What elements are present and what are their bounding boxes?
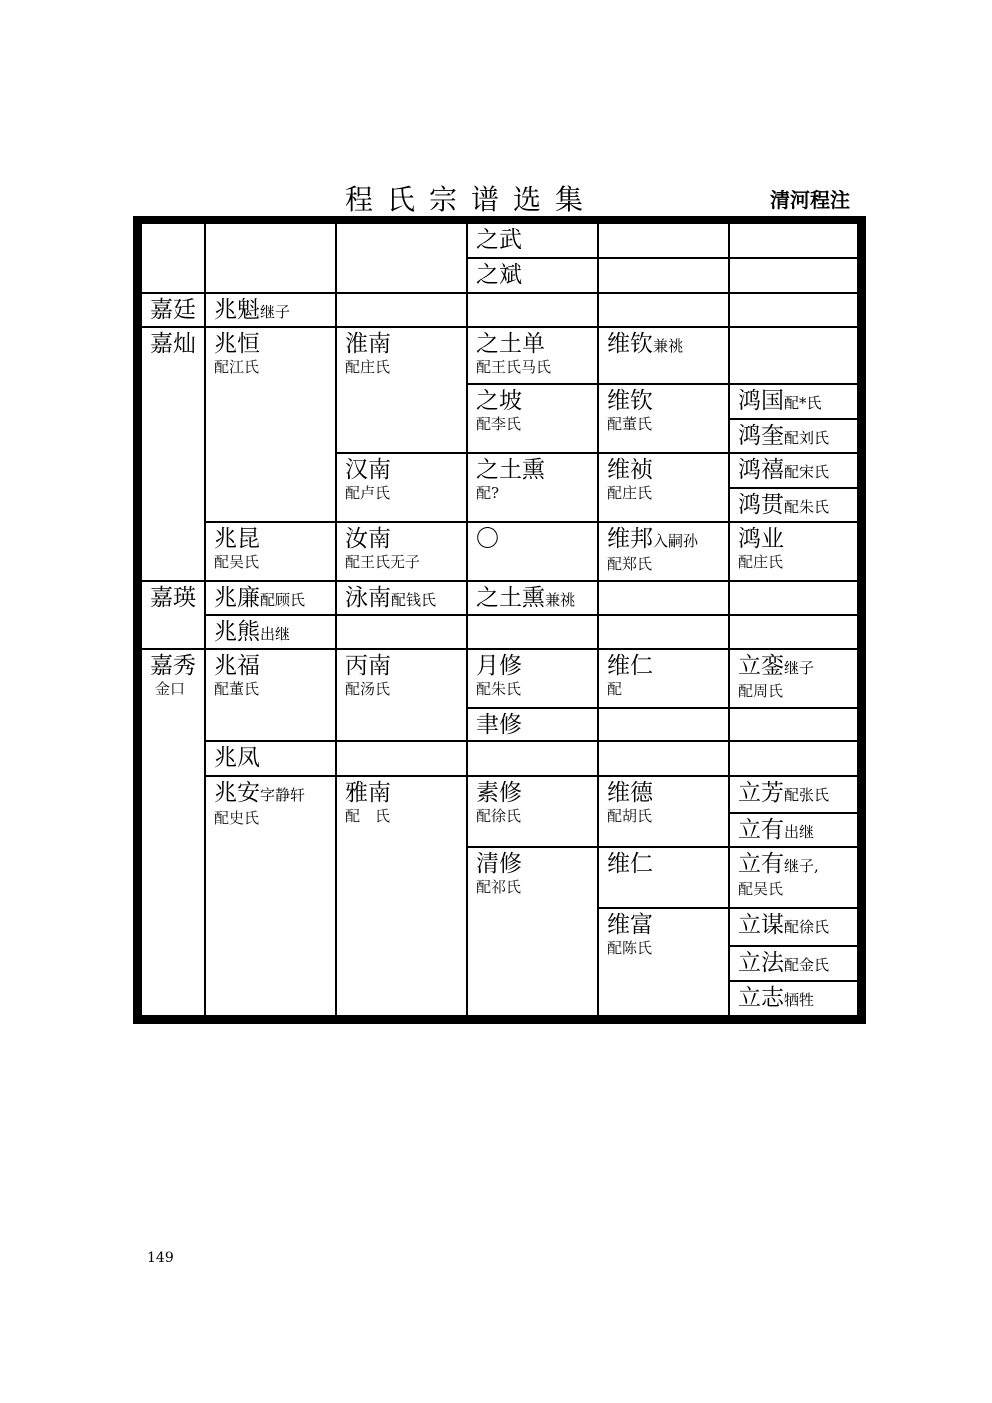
table-cell — [206, 582, 335, 614]
name-text: 嘉灿 — [150, 331, 196, 357]
name-text: 立銮 — [738, 653, 784, 679]
table-cell — [599, 582, 728, 614]
name-text: 嘉秀 — [150, 653, 196, 679]
table-cell — [206, 742, 335, 775]
table-cell — [599, 454, 728, 521]
table-cell — [206, 294, 335, 326]
spouse-text: 配? — [476, 484, 500, 502]
note-text: 兼祧 — [545, 591, 576, 609]
table-cell — [599, 259, 728, 292]
table-cell — [337, 294, 466, 326]
table-cell — [730, 259, 857, 292]
name-text: 兆魁 — [214, 297, 260, 323]
table-cell — [599, 385, 728, 452]
table-cell — [730, 224, 857, 257]
name-text: 维德 — [607, 780, 653, 806]
name-text: 维仁 — [607, 653, 653, 679]
table-cell — [599, 777, 728, 846]
table-cell — [206, 777, 335, 1015]
name-text: 维富 — [607, 912, 653, 938]
table-cell — [599, 523, 728, 580]
table-cell — [468, 523, 597, 580]
name-text: 泳南 — [345, 585, 391, 611]
table-cell — [599, 742, 728, 775]
spouse-text: 配庄氏 — [345, 358, 391, 376]
table-cell — [206, 328, 335, 521]
name-text: 鸿业 — [738, 526, 784, 552]
table-cell — [337, 523, 466, 580]
spouse-text: 配陈氏 — [607, 939, 653, 957]
spouse-text: 配庄氏 — [607, 484, 653, 502]
table-cell — [730, 947, 857, 980]
spouse-text: 配郑氏 — [607, 555, 653, 573]
table-cell — [730, 814, 857, 846]
table-cell — [206, 523, 335, 580]
table-cell — [599, 650, 728, 707]
name-text: 兆廉 — [214, 585, 260, 611]
spouse-text: 配庄氏 — [738, 553, 784, 571]
name-text: 维钦 — [607, 331, 653, 357]
name-text: 立有 — [738, 817, 784, 843]
table-cell — [337, 454, 466, 521]
spouse-text: 配 — [607, 680, 623, 698]
table-cell — [206, 616, 335, 648]
name-text: 鸿国 — [738, 388, 784, 414]
spouse-text: 配 氏 — [345, 807, 391, 825]
note-text: 配金氏 — [784, 956, 830, 974]
spouse-text: 配胡氏 — [607, 807, 653, 825]
table-cell — [730, 489, 857, 521]
note-text: 出继 — [260, 625, 291, 643]
note-text: 配*氏 — [784, 394, 822, 412]
table-cell — [730, 385, 857, 418]
table-cell — [468, 777, 597, 846]
name-text: 鸿贯 — [738, 492, 784, 518]
note-text: 继子 — [784, 659, 815, 677]
name-text: 鸿奎 — [738, 423, 784, 449]
note-text: 配刘氏 — [784, 429, 830, 447]
note-text: 兼祧 — [653, 337, 684, 355]
table-cell — [142, 582, 204, 648]
note-text: 继子, — [784, 857, 819, 875]
table-cell — [599, 848, 728, 907]
name-text: 丙南 — [345, 653, 391, 679]
spouse-text: 配董氏 — [607, 415, 653, 433]
name-text: 兆凤 — [214, 745, 260, 771]
spouse-text: 配祁氏 — [476, 878, 522, 896]
name-text: 聿修 — [476, 712, 522, 738]
spouse-text: 配汤氏 — [345, 680, 391, 698]
name-text: 清修 — [476, 851, 522, 877]
name-text: 淮南 — [345, 331, 391, 357]
note-text: 入嗣孙 — [653, 532, 699, 550]
spouse-text: 配朱氏 — [476, 680, 522, 698]
name-text: 之斌 — [476, 262, 522, 288]
name-text: 月修 — [476, 653, 522, 679]
name-text: 之武 — [476, 227, 522, 253]
table-cell — [730, 709, 857, 740]
name-text: 兆安 — [214, 780, 260, 806]
name-text: 鸿禧 — [738, 457, 784, 483]
spouse-text: 配江氏 — [214, 358, 260, 376]
name-text: 兆熊 — [214, 619, 260, 645]
table-cell — [730, 523, 857, 580]
table-cell — [730, 848, 857, 907]
table-cell — [206, 650, 335, 740]
note-text: 字静轩 — [260, 786, 306, 804]
name-text: 之土熏 — [476, 585, 545, 611]
page-number: 149 — [147, 1250, 174, 1266]
table-cell — [337, 328, 466, 452]
table-cell — [730, 777, 857, 812]
table-cell — [730, 982, 857, 1015]
note-text: 出继 — [784, 823, 815, 841]
name-text: 维祯 — [607, 457, 653, 483]
table-cell — [337, 224, 466, 292]
spouse-text: 配史氏 — [214, 809, 260, 827]
table-cell — [468, 709, 597, 740]
spouse-text: 配王氏无子 — [345, 553, 421, 571]
table-cell — [468, 294, 597, 326]
table-cell — [142, 328, 204, 580]
table-cell — [468, 616, 597, 648]
table-cell — [206, 224, 335, 292]
note-text: 金口 — [155, 680, 186, 698]
table-cell — [142, 224, 204, 292]
spouse-text: 配周氏 — [738, 682, 784, 700]
table-cell — [599, 709, 728, 740]
spouse-text: 配王氏马氏 — [476, 358, 552, 376]
note-text: 配徐氏 — [784, 918, 830, 936]
name-text: 汉南 — [345, 457, 391, 483]
table-cell — [730, 454, 857, 487]
name-text: 兆昆 — [214, 526, 260, 552]
spouse-text: 配董氏 — [214, 680, 260, 698]
name-text: 立法 — [738, 950, 784, 976]
name-text: 嘉瑛 — [150, 585, 196, 611]
page-title: 程氏宗谱选集 — [345, 183, 598, 216]
name-text: 立谋 — [738, 912, 784, 938]
name-text: 维钦 — [607, 388, 653, 414]
table-cell — [730, 650, 857, 707]
name-text: 兆福 — [214, 653, 260, 679]
note-text: 牺牲 — [784, 991, 815, 1009]
table-cell — [337, 742, 466, 775]
name-text: 雅南 — [345, 780, 391, 806]
name-text: 维邦 — [607, 526, 653, 552]
table-cell — [337, 616, 466, 648]
table-cell — [599, 909, 728, 1015]
table-cell — [468, 259, 597, 292]
table-cell — [337, 777, 466, 1015]
table-cell — [468, 742, 597, 775]
table-cell — [468, 224, 597, 257]
table-cell — [599, 328, 728, 383]
table-cell — [468, 328, 597, 383]
name-text: 素修 — [476, 780, 522, 806]
spouse-text: 配吴氏 — [738, 880, 784, 898]
note-text: 继子 — [260, 303, 291, 321]
name-text: 汝南 — [345, 526, 391, 552]
table-cell — [730, 420, 857, 452]
table-cell — [337, 650, 466, 740]
table-cell — [599, 294, 728, 326]
name-text: 立志 — [738, 985, 784, 1011]
note-text: 配宋氏 — [784, 463, 830, 481]
table-cell — [468, 650, 597, 707]
spouse-text: 配卢氏 — [345, 484, 391, 502]
name-text: 维仁 — [607, 851, 653, 877]
name-text: 嘉廷 — [150, 297, 196, 323]
name-text: 之土熏 — [476, 457, 545, 483]
table-cell — [468, 582, 597, 614]
table-cell — [730, 294, 857, 326]
name-text: 〇 — [476, 526, 499, 552]
table-cell — [142, 650, 204, 1015]
name-text: 之坡 — [476, 388, 522, 414]
table-cell — [599, 616, 728, 648]
table-cell — [730, 909, 857, 945]
note-text: 配钱氏 — [391, 591, 437, 609]
name-text: 立有 — [738, 851, 784, 877]
page-subtitle: 清河程注 — [770, 188, 850, 212]
spouse-text: 配徐氏 — [476, 807, 522, 825]
table-cell — [730, 582, 857, 614]
table-cell — [337, 582, 466, 614]
table-cell — [730, 616, 857, 648]
table-cell — [142, 294, 204, 326]
name-text: 立芳 — [738, 780, 784, 806]
note-text: 配朱氏 — [784, 498, 830, 516]
spouse-text: 配吴氏 — [214, 553, 260, 571]
table-cell — [599, 224, 728, 257]
table-cell — [730, 328, 857, 383]
note-text: 配顾氏 — [260, 591, 306, 609]
table-cell — [468, 454, 597, 521]
table-cell — [468, 848, 597, 1015]
table-cell — [730, 742, 857, 775]
name-text: 之土单 — [476, 331, 545, 357]
table-cell — [468, 385, 597, 452]
spouse-text: 配李氏 — [476, 415, 522, 433]
name-text: 兆恒 — [214, 331, 260, 357]
note-text: 配张氏 — [784, 786, 830, 804]
